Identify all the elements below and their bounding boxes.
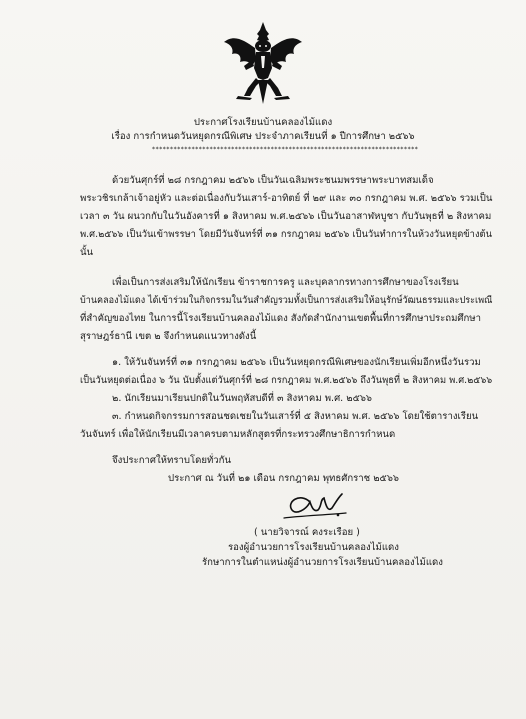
item-2: ๒. นักเรียนมาเรียนปกติในวันพฤหัสบดีที่ ๓ สิงหาคม พ.ศ. ๒๕๖๖ [112, 393, 373, 404]
announcement-subject: เรื่อง การกำหนดวันหยุดกรณีพิเศษ ประจำภาคเรียนที่ ๑ ปีการศึกษา ๒๕๖๖ [111, 131, 415, 142]
paragraph-2-line-1: เพื่อเป็นการส่งเสริมให้นักเรียน ข้าราชการครู และบุคลากรทางการศึกษาของโรงเรียน [112, 277, 459, 288]
signer-name: ( นายวิจารณ์ คงระเรือย ) [254, 527, 360, 538]
item-3-line-2: วันจันทร์ เพื่อให้นักเรียนมีเวลาครบตามหลักสูตรที่กระทรวงศึกษาธิการกำหนด [80, 429, 396, 440]
item-3-line-1: ๓. กำหนดกิจกรรมการสอนชดเชยในวันเสาร์ที่ ๕ สิงหาคม พ.ศ. ๒๕๖๖ โดยใช้ตารางเรียน [112, 411, 479, 422]
paragraph-2-line-4: สุราษฎร์ธานี เขต ๒ จึงกำหนดแนวทางดังนี้ [80, 331, 257, 342]
item-1-line-2: เป็นวันหยุดต่อเนื่อง ๖ วัน นับตั้งแต่วันศุกร์ที่ ๒๘ กรกฎาคม พ.ศ.๒๕๖๖ ถึงวันพุธที่ ๒ สิงหาคม พ.ศ.๒๕๖๖ [80, 375, 493, 386]
signer-acting-position: รักษาการในตำแหน่งผู้อำนวยการโรงเรียนบ้านคลองไม้แดง [202, 557, 443, 568]
announcement-title: ประกาศโรงเรียนบ้านคลองไม้แดง [193, 117, 333, 128]
garuda-emblem-icon [222, 20, 304, 106]
paragraph-2-line-2: บ้านคลองไม้แดง ได้เข้าร่วมในกิจกรรมในวันสำคัญรวมทั้งเป็นการส่งเสริมให้อนุรักษ์วัฒนธรรมและประเพณี [80, 295, 493, 306]
star-divider: ************************************************************************** [152, 146, 419, 153]
handwritten-signature-icon [280, 488, 350, 526]
paragraph-1-line-5: นั้น [80, 247, 94, 258]
announcement-date: ประกาศ ณ วันที่ ๒๑ เดือน กรกฎาคม พุทธศักราช ๒๕๖๖ [168, 473, 399, 484]
paragraph-1-line-3: เวลา ๓ วัน ผนวกกับในวันอังคารที่ ๑ สิงหาคม พ.ศ.๒๕๖๖ เป็นวันอาสาฬหบูชา กับวันพุธที่ ๒ สิงหาคม [80, 211, 492, 222]
signer-position: รองผู้อำนวยการโรงเรียนบ้านคลองไม้แดง [228, 542, 399, 553]
paragraph-1-line-4: พ.ศ.๒๕๖๖ เป็นวันเข้าพรรษา โดยมีวันจันทร์ที่ ๓๑ กรกฎาคม ๒๕๖๖ เป็นวันทำการในห้วงวันหยุดข้างต้น [80, 229, 493, 240]
paragraph-2-line-3: ที่สำคัญของไทย ในการนี้โรงเรียนบ้านคลองไม้แดง สังกัดสำนักงานเขตพื้นที่การศึกษาประถมศึกษา [80, 313, 481, 324]
paragraph-1-line-1: ด้วยวันศุกร์ที่ ๒๘ กรกฎาคม ๒๕๖๖ เป็นวันเฉลิมพระชนมพรรษาพระบาทสมเด็จ [112, 175, 434, 186]
closing-text: จึงประกาศให้ทราบโดยทั่วกัน [112, 455, 232, 466]
item-1-line-1: ๑. ให้วันจันทร์ที่ ๓๑ กรกฎาคม ๒๕๖๖ เป็นวันหยุดกรณีพิเศษของนักเรียนเพิ่มอีกหนึ่งวันรวม [112, 357, 481, 368]
paragraph-1-line-2: พระวชิรเกล้าเจ้าอยู่หัว และต่อเนื่องกับวันเสาร์-อาทิตย์ ที่ ๒๙ และ ๓๐ กรกฎาคม พ.ศ. ๒๕๖๖ รวมเป็น [80, 193, 493, 204]
